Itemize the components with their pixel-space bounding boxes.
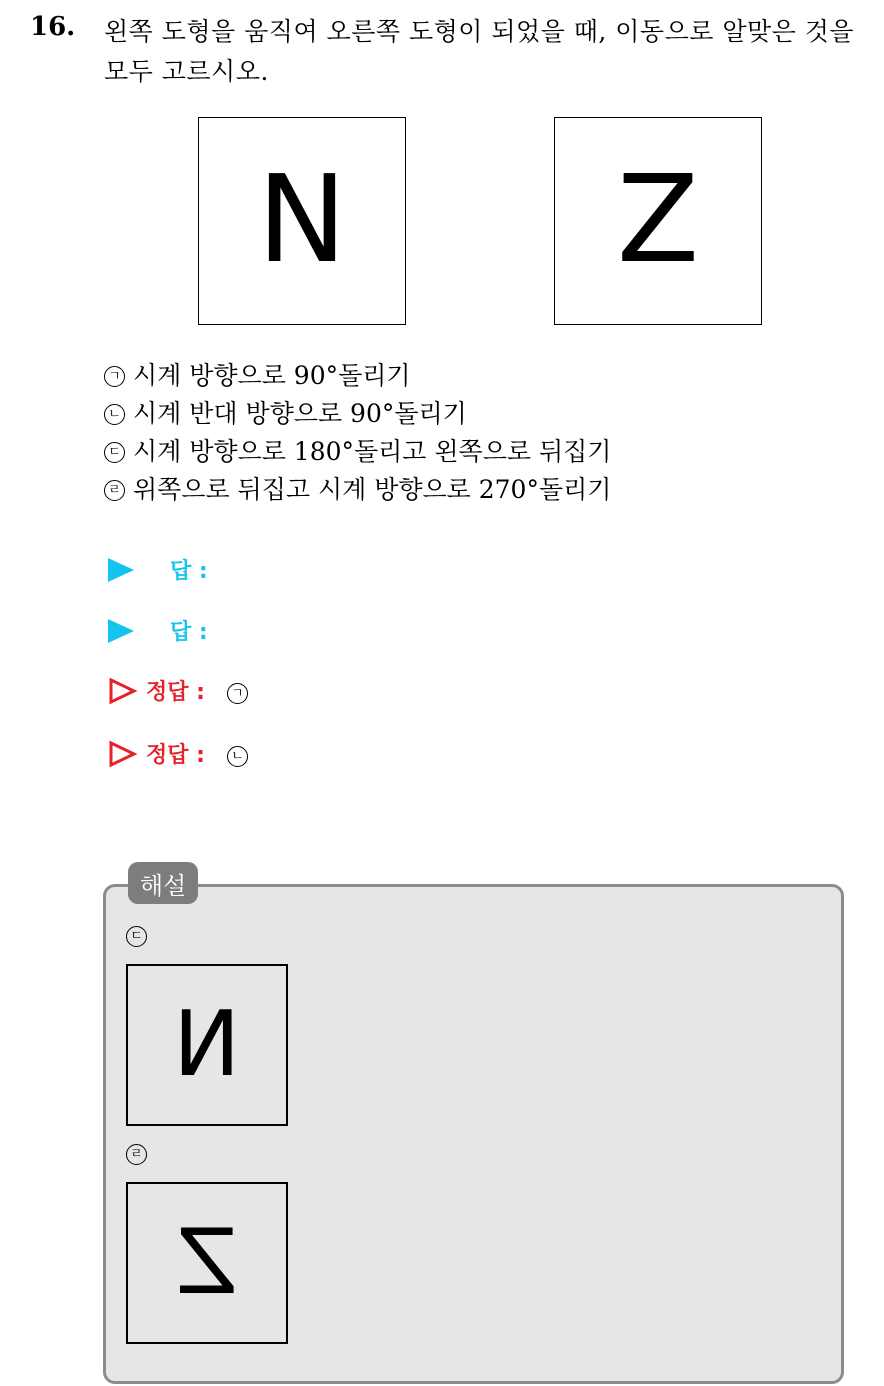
option-list [104, 357, 611, 509]
answer-row-2 [108, 615, 208, 646]
explanation-marker-d: ㄹ [126, 1144, 147, 1165]
outline-triangle-icon [108, 677, 138, 705]
explanation-figure-d-letter: Z [176, 1210, 238, 1315]
correct-answer-value-1 [227, 678, 256, 704]
left-figure-letter: N [257, 151, 347, 290]
question-text: 왼쪽 도형을 움직여 오른쪽 도형이 되었을 때, 이동으로 알맞은 것을 모두 고르시오. [104, 17, 855, 86]
correct-answer-marker-1: ㄱ [227, 683, 248, 704]
correct-answer-label-1: 정답 : [146, 680, 205, 705]
answer-label-2: 답 : [170, 620, 208, 645]
question-number: 16. [30, 12, 76, 42]
option-b-marker: ㄴ [104, 404, 125, 425]
option-c-text: 시계 방향으로 180°돌리고 왼쪽으로 뒤집기 [133, 437, 612, 466]
option-a-marker: ㄱ [104, 366, 125, 387]
right-figure [554, 117, 762, 325]
answer-row-1 [108, 554, 208, 585]
explanation-figure-d [126, 1182, 288, 1344]
filled-triangle-icon [108, 558, 134, 582]
option-c [104, 433, 611, 471]
option-a-text: 시계 방향으로 90°돌리기 [133, 361, 411, 390]
option-d [104, 471, 611, 509]
correct-answer-label-2: 정답 : [146, 743, 205, 768]
right-figure-letter: Z [616, 151, 700, 290]
explanation-tag: 해설 [128, 862, 198, 904]
left-figure [198, 117, 406, 325]
explanation-figure-c-letter: N [173, 992, 241, 1097]
filled-triangle-icon [108, 619, 134, 643]
correct-answer-marker-2: ㄴ [227, 746, 248, 767]
option-c-marker: ㄷ [104, 442, 125, 463]
option-d-marker: ㄹ [104, 480, 125, 501]
correct-answer-row-1 [108, 675, 256, 706]
option-d-text: 위쪽으로 뒤집고 시계 방향으로 270°돌리기 [133, 475, 612, 504]
correct-answer-row-2 [108, 738, 256, 769]
option-b-text: 시계 반대 방향으로 90°돌리기 [133, 399, 467, 428]
option-a [104, 357, 611, 395]
explanation-marker-c: ㄷ [126, 926, 147, 947]
answer-label-1: 답 : [170, 559, 208, 584]
correct-answer-value-2 [227, 741, 256, 767]
option-b [104, 395, 611, 433]
outline-triangle-icon [108, 740, 138, 768]
explanation-figure-c [126, 964, 288, 1126]
